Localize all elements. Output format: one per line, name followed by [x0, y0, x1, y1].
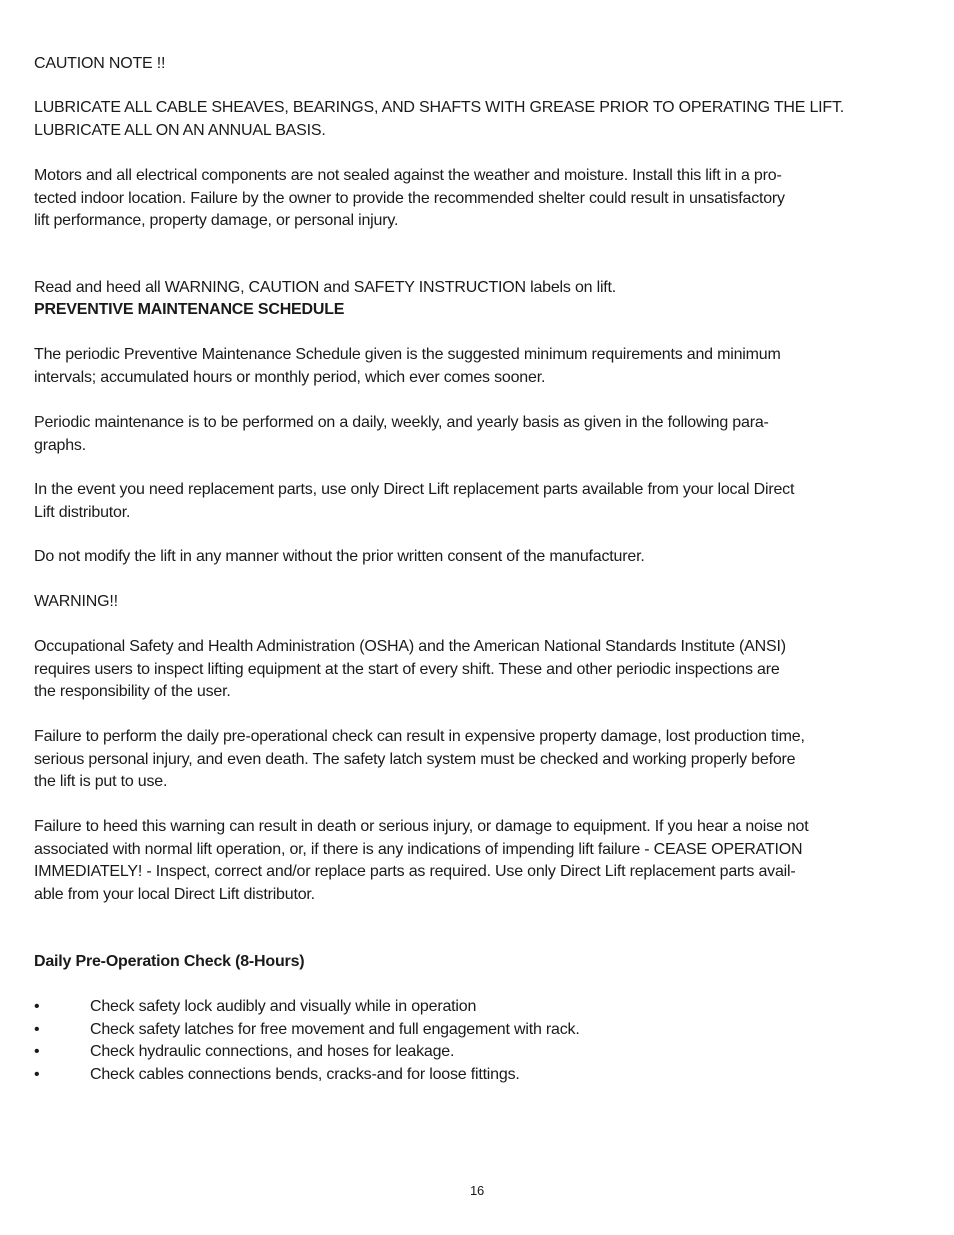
daily-check-heading: Daily Pre-Operation Check (8-Hours) — [34, 953, 305, 970]
caution-heading: CAUTION NOTE !! — [34, 55, 166, 72]
pm-paragraph-parts — [34, 479, 894, 524]
paragraph-line: the responsibility of the user. — [34, 683, 231, 700]
paragraph-line: IMMEDIATELY! - Inspect, correct and/or replace parts as required. Use only Direct Lift replacement parts avail- — [34, 863, 796, 880]
paragraph-line: serious personal injury, and even death. The safety latch system must be checked and working properly before — [34, 750, 796, 768]
list-item-text: Check safety latches for free movement and full engagement with rack. — [90, 1020, 580, 1038]
list-item-text: Check safety lock audibly and visually while in operation — [90, 998, 477, 1015]
lubricate-notice — [34, 97, 894, 142]
paragraph-line: Failure to heed this warning can result in death or serious injury, or damage to equipment. If you hear a noise not — [34, 818, 809, 835]
failure-paragraph — [34, 726, 894, 794]
heed-paragraph — [34, 816, 894, 906]
paragraph-line: intervals; accumulated hours or monthly period, which ever comes sooner. — [34, 368, 546, 386]
pm-paragraph-intervals — [34, 344, 894, 389]
lubricate-line: LUBRICATE ALL CABLE SHEAVES, BEARINGS, AND SHAFTS WITH GREASE PRIOR TO OPERATING THE LIFT. — [34, 99, 845, 116]
list-item-text: Check cables connections bends, cracks-and for loose fittings. — [90, 1065, 520, 1083]
paragraph-line: associated with normal lift operation, or, if there is any indications of impending lift failure - CEASE OPERATION — [34, 840, 803, 858]
pm-paragraph-basis — [34, 412, 894, 457]
bullet-icon: • — [34, 1065, 40, 1083]
paragraph-line: the lift is put to use. — [34, 773, 168, 790]
pm-heading: PREVENTIVE MAINTENANCE SCHEDULE — [34, 301, 345, 318]
motors-paragraph — [34, 165, 894, 233]
paragraph-line: able from your local Direct Lift distributor. — [34, 885, 315, 903]
labels-note: Read and heed all WARNING, CAUTION and SAFETY INSTRUCTION labels on lift. — [34, 279, 617, 296]
paragraph-line: Motors and all electrical components are not sealed against the weather and moisture. Install this lift in a pro- — [34, 167, 782, 184]
paragraph-line: lift performance, property damage, or personal injury. — [34, 212, 399, 229]
paragraph-line: tected indoor location. Failure by the owner to provide the recommended shelter could result in unsatisfactory — [34, 189, 785, 207]
paragraph-line: graphs. — [34, 436, 86, 454]
bullet-icon: • — [34, 1043, 40, 1060]
osha-paragraph — [34, 636, 894, 704]
warning-heading: WARNING!! — [34, 593, 118, 610]
paragraph-line: requires users to inspect lifting equipment at the start of every shift. These and other periodic inspections are — [34, 660, 780, 678]
bullet-icon: • — [34, 1020, 40, 1038]
lubricate-line: LUBRICATE ALL ON AN ANNUAL BASIS. — [34, 121, 326, 139]
paragraph-line: Lift distributor. — [34, 503, 131, 521]
paragraph-line: Failure to perform the daily pre-operational check can result in expensive property damage, lost production time, — [34, 728, 805, 745]
paragraph-line: In the event you need replacement parts, use only Direct Lift replacement parts available from your local Direct — [34, 481, 795, 498]
paragraph-line: Occupational Safety and Health Administration (OSHA) and the American National Standards Institute (ANSI) — [34, 638, 786, 655]
page-number: 16 — [469, 1183, 485, 1198]
pm-paragraph-modify: Do not modify the lift in any manner without the prior written consent of the manufacturer. — [34, 548, 645, 565]
paragraph-line: The periodic Preventive Maintenance Schedule given is the suggested minimum requirements and minimum — [34, 346, 781, 363]
paragraph-line: Periodic maintenance is to be performed on a daily, weekly, and yearly basis as given in the following para- — [34, 414, 769, 431]
bullet-icon: • — [34, 998, 40, 1015]
list-item-text: Check hydraulic connections, and hoses for leakage. — [90, 1043, 455, 1060]
